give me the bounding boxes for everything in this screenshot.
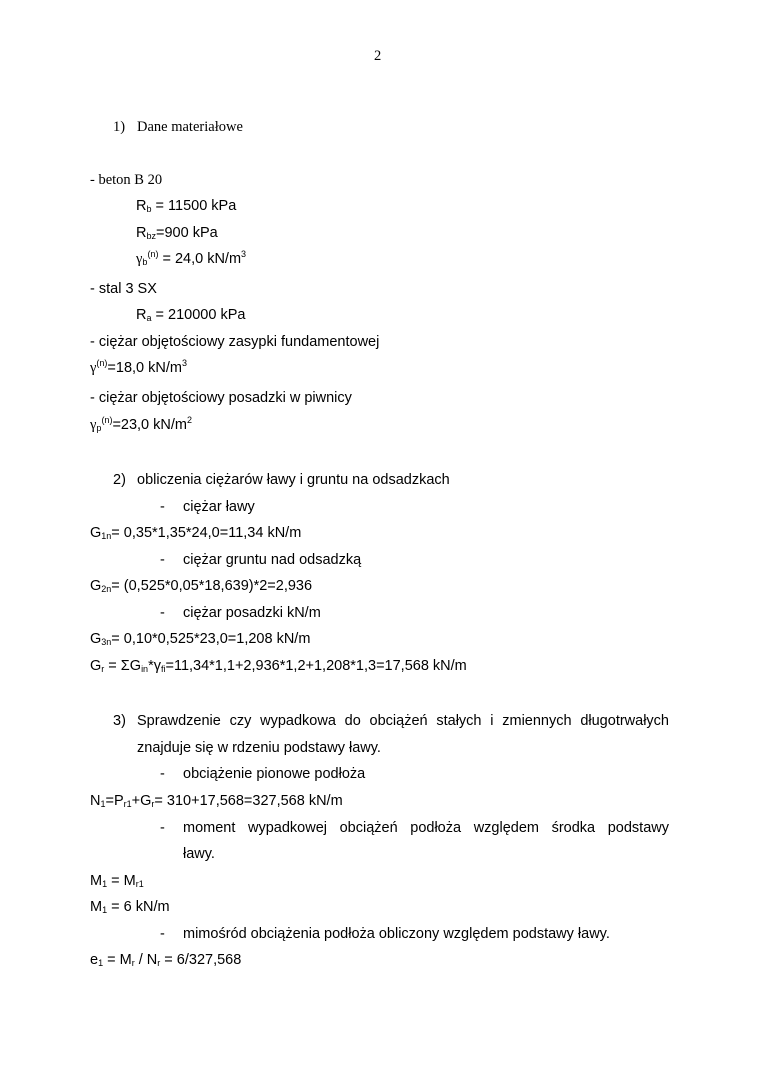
gamma-b-line: $\gamma_b^{(n)} = 24,0$ $kN/m^3$ [136, 249, 247, 267]
stal-line: - stal 3 SX [90, 281, 157, 297]
rbz-line: $R_{bz}=900$ kPa [136, 225, 218, 241]
g2n-line: $G_{2n}= (0,525*0,05*18,639)*2=2,936$ [90, 578, 313, 594]
section-3-title-line-1: Sprawdzenie czy wypadkowa do obciążeń stałych i zmiennych długotrwałych [137, 713, 669, 729]
section-2-item-3: - ciężar posadzki kN/m [160, 605, 321, 621]
section-3-item-2-line-2: ławy. [183, 846, 215, 862]
beton-line: - beton B 20 [90, 172, 163, 188]
gamma-p-line: $\gamma_p^{(n)}=23,0$ $kN/m^2$ [90, 415, 192, 433]
ra-line: $R_a = 210000$ kPa [136, 307, 246, 323]
section-3-heading [113, 712, 137, 730]
gamma-n-line: $\gamma^{(n)}=18,0$ $kN/m^3$ [90, 358, 187, 376]
e1-line: $e_1 = M_r / N_r = 6/327,568$ [90, 952, 242, 968]
g1n-line: $G_{1n}= 0,35*1,35*24,0=11,34$ kN/m [90, 525, 302, 541]
section-3-item-2-line-1: moment wypadkowej obciążeń podłoża względem środka podstawy [183, 820, 669, 836]
section-2-item-1: - ciężar ławy [160, 499, 255, 515]
section-1-heading [113, 118, 243, 136]
m1-value-line: $M_1 = 6$ kN/m [90, 899, 170, 915]
m1-mr1-line: $M_1 = M_{r1}$ [90, 873, 144, 889]
page-number: 2 [374, 48, 382, 64]
section-3-number: 3) [113, 713, 126, 729]
n1-line: $N_1=P_{r1}+G_r= 310+17,568=327,568$ kN/m [90, 793, 343, 809]
section-2-item-2: - ciężar gruntu nad odsadzką [160, 552, 362, 568]
g3n-line: $G_{3n}= 0,10*0,525*23,0=1,208$ kN/m [90, 631, 311, 647]
posadzka-label: - ciężar objętościowy posadzki w piwnicy [90, 390, 352, 406]
section-1-number: 1) [113, 119, 126, 135]
section-2-number: 2) [113, 472, 126, 488]
zasypka-label: - ciężar objętościowy zasypki fundamentowej [90, 334, 380, 350]
section-2-heading [113, 471, 450, 489]
section-1-title: Dane materiałowe [137, 119, 243, 135]
rb-line: $R_b = 11500$ kPa [136, 198, 237, 214]
section-3-item-1: - obciążenie pionowe podłoża [160, 766, 366, 782]
section-3-title-line-2: znajduje się w rdzeniu podstawy ławy. [137, 740, 381, 756]
section-3-item-3: - mimośród obciążenia podłoża obliczony względem podstawy ławy. [160, 926, 610, 942]
section-3-item-2-dash: - [160, 820, 165, 836]
section-2-title: obliczenia ciężarów ławy i gruntu na odsadzkach [137, 472, 450, 488]
gr-line: $G_r = \Sigma G_{in}*\gamma_{fi}=11,34*1,1+2,936*1,2+1,208*1,3=17,568$ kN/m [90, 658, 467, 674]
